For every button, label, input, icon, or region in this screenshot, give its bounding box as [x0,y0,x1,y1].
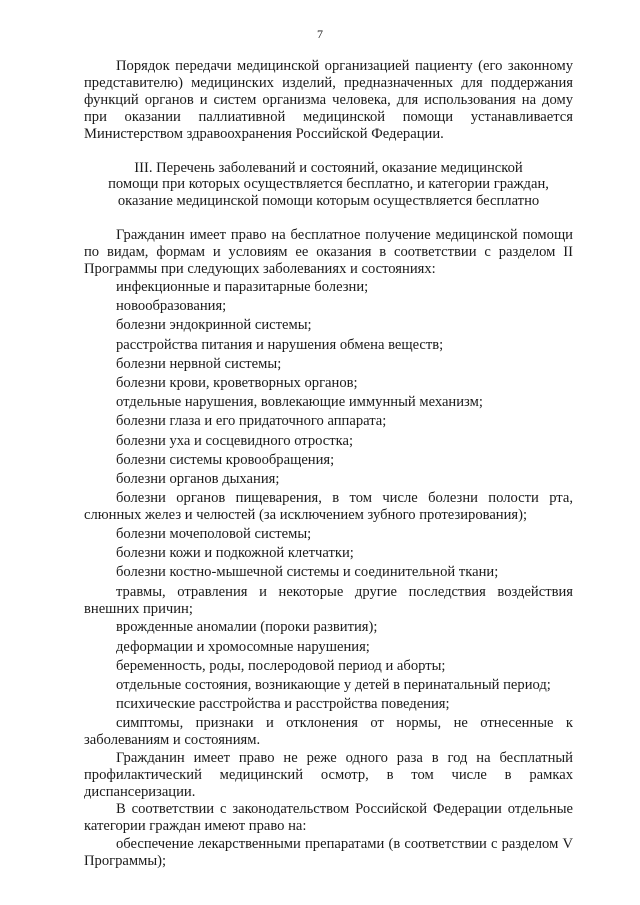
list-item: болезни органов дыхания; [116,471,280,487]
section-heading-line-3: оказание медицинской помощи которым осуществляется бесплатно [117,193,540,210]
list-item: психические расстройства и расстройства поведения; [116,696,450,713]
list-item: болезни органов пищеварения, в том числе болезни полости рта, слюнных желез и челюстей (за исключением зубного протезирования); [84,490,573,524]
medication-item: обеспечение лекарственными препаратами (в соответствии с разделом V Программы); [84,835,573,869]
list-item: травмы, отравления и некоторые другие последствия воздействия внешних причин; [84,583,573,617]
list-item: беременность, роды, послеродовой период и аборты; [116,657,446,674]
section-heading-line-1: III. Перечень заболеваний и состояний, оказание медицинской [134,159,523,176]
list-item: инфекционные и паразитарные болезни; [116,278,369,295]
document-body [84,58,573,871]
categories-paragraph: В соответствии с законодательством Российской Федерации отдельные категории граждан имеют право на: [84,800,573,834]
rights-paragraph: Гражданин имеет право на бесплатное получение медицинской помощи по видам, формам и условиям ее оказания в соответствии с разделом II Программы при следующих заболеваниях и состояниях: [84,227,573,278]
list-item: болезни крови, кроветворных органов; [116,374,358,391]
checkup-paragraph: Гражданин имеет право не реже одного раза в год на бесплатный профилактический медицинский осмотр, в том числе в рамках диспансеризации. [84,750,573,801]
list-item: симптомы, признаки и отклонения от нормы, не отнесенные к заболеваниям и состояниям. [84,715,573,749]
conditions-list [84,278,573,750]
list-item: болезни кожи и подкожной клетчатки; [116,545,354,562]
page-number: 7 [317,27,323,41]
list-item: болезни глаза и его придаточного аппарата; [116,413,387,430]
list-item: болезни нервной системы; [116,355,282,372]
list-item: врожденные аномалии (пороки развития); [116,619,378,636]
list-item: отдельные состояния, возникающие у детей в перинатальный период; [116,677,551,694]
list-item: болезни костно-мышечной системы и соединительной ткани; [116,564,499,581]
list-item: расстройства питания и нарушения обмена веществ; [116,336,444,353]
list-item: отдельные нарушения, вовлекающие иммунный механизм; [116,394,483,411]
list-item: болезни уха и сосцевидного отростка; [116,432,354,449]
intro-paragraph: Порядок передачи медицинской организацией пациенту (его законному представителю) медицинских изделий, предназначенных для поддержания функций органов и систем организма человека, для использования на дому при оказании паллиативной медицинской помощи устанавливается Министерством здравоохранения Российской Федерации. [84,58,573,142]
list-item: болезни мочеполовой системы; [116,526,312,543]
section-heading-line-2: помощи при которых осуществляется бесплатно, и категории граждан, [108,176,549,193]
list-item: болезни системы кровообращения; [116,451,335,468]
list-item: болезни эндокринной системы; [116,317,312,334]
section-heading [84,160,573,211]
list-item: деформации и хромосомные нарушения; [116,638,370,655]
list-item: новообразования; [116,298,227,315]
